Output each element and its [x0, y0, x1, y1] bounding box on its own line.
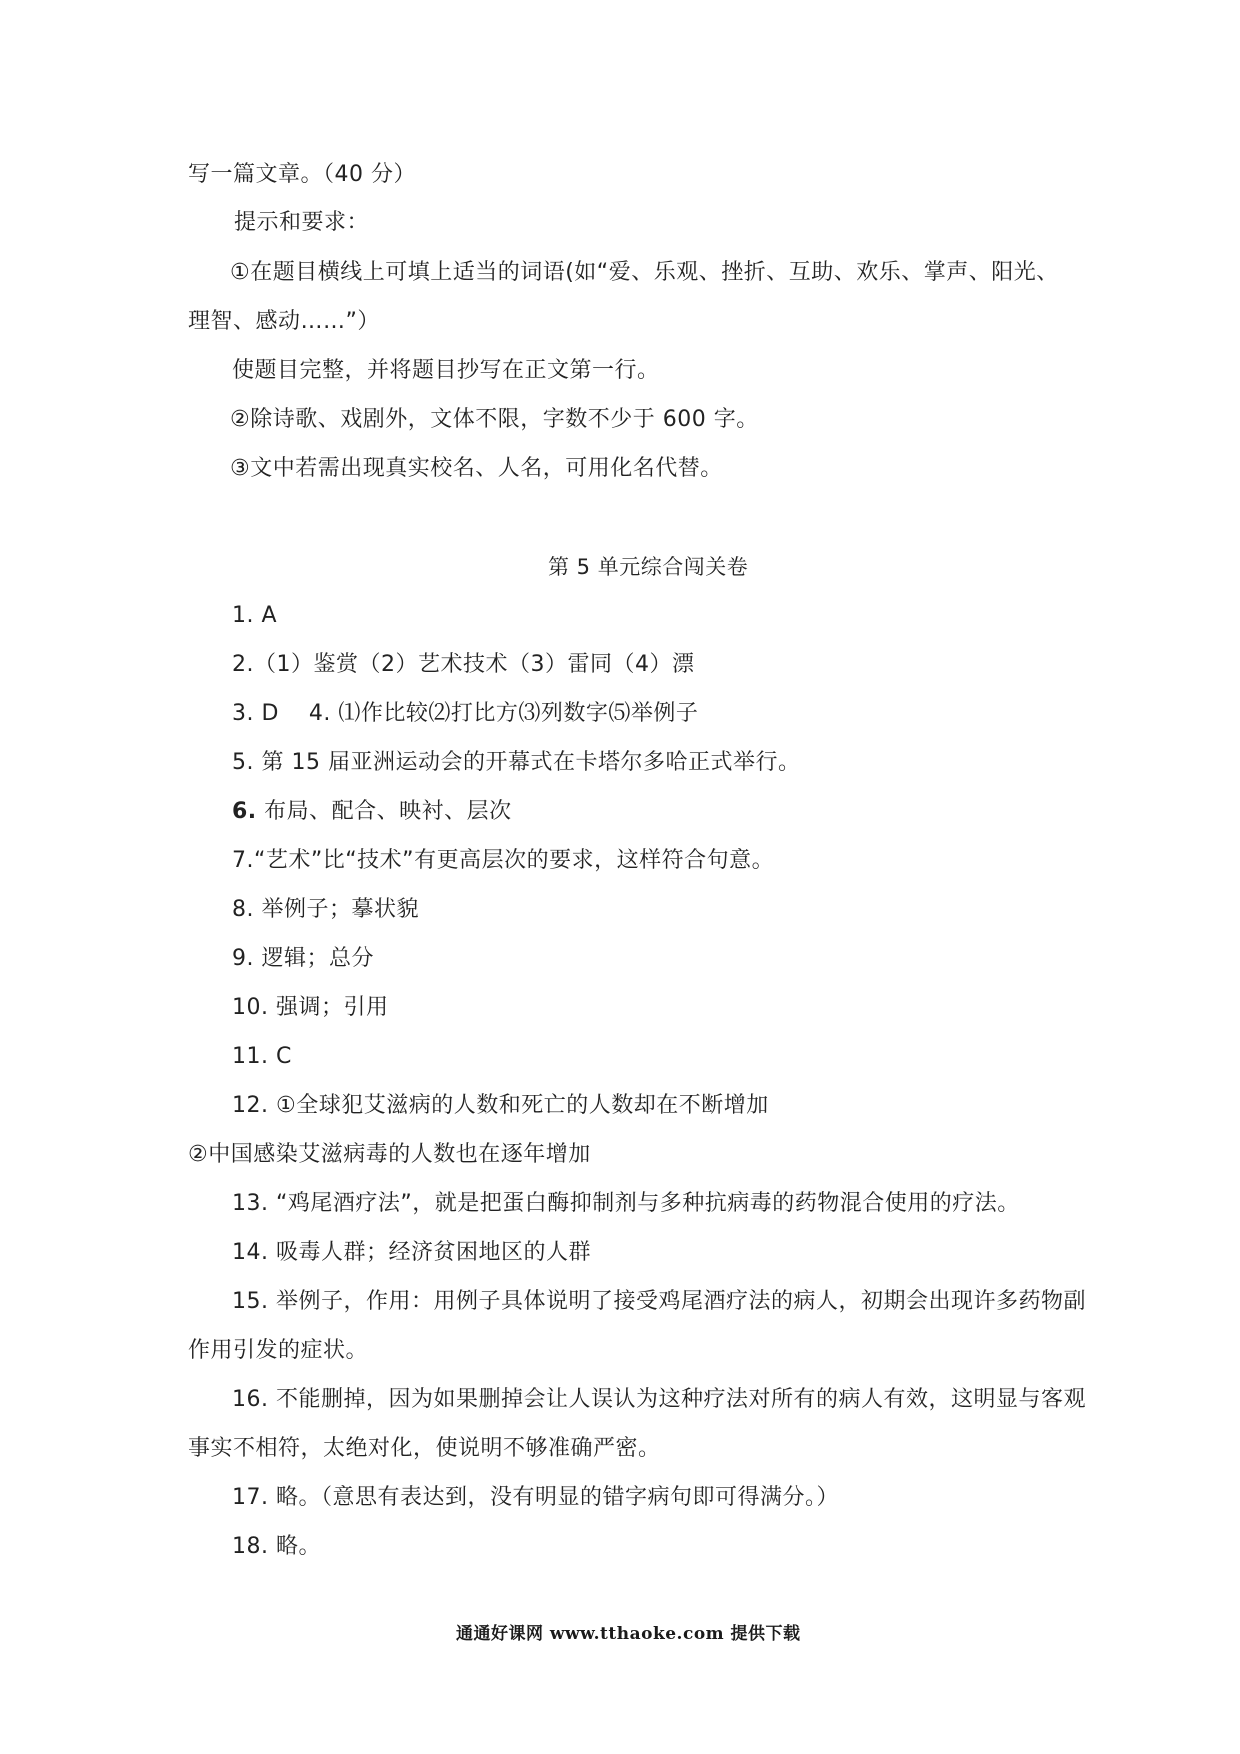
answer-18: 18. 略。 — [232, 1534, 321, 1559]
answer-12: 12. ①全球犯艾滋病的人数和死亡的人数却在不断增加 — [232, 1093, 769, 1118]
answer-9: 9. 逻辑；总分 — [232, 946, 374, 971]
requirement-1-note: 使题目完整，并将题目抄写在正文第一行。 — [232, 358, 660, 383]
answer-17: 17. 略。（意思有表达到，没有明显的错字病句即可得满分。） — [232, 1485, 839, 1510]
hint-title: 提示和要求： — [234, 210, 370, 235]
answer-6-text: 布局、配合、映衬、层次 — [256, 799, 512, 824]
answer-6 — [232, 797, 512, 827]
answer-7: 7.“艺术”比“技术”有更高层次的要求，这样符合句意。 — [232, 848, 775, 873]
answer-15-cont: 作用引发的症状。 — [188, 1338, 369, 1363]
requirement-2: ②除诗歌、戏剧外，文体不限，字数不少于 600 字。 — [230, 407, 759, 432]
answer-14: 14. 吸毒人群；经济贫困地区的人群 — [232, 1240, 591, 1265]
requirement-3: ③文中若需出现真实校名、人名，可用化名代替。 — [230, 456, 723, 481]
requirement-1-cont: 理智、感动……”） — [188, 309, 380, 334]
answer-5: 5. 第 15 届亚洲运动会的开幕式在卡塔尔多哈正式举行。 — [232, 750, 801, 775]
prompt-line: 写一篇文章。（40 分） — [188, 162, 416, 187]
answer-15: 15. 举例子，作用：用例子具体说明了接受鸡尾酒疗法的病人，初期会出现许多药物副 — [232, 1289, 1086, 1314]
answer-16-cont: 事实不相符，太绝对化，使说明不够准确严密。 — [188, 1436, 661, 1461]
answer-8: 8. 举例子；摹状貌 — [232, 897, 419, 922]
answer-12-cont: ②中国感染艾滋病毒的人数也在逐年增加 — [188, 1142, 591, 1167]
answer-11: 11. C — [232, 1044, 292, 1069]
answer-6-number: 6. — [232, 799, 257, 824]
section-title: 第 5 单元综合闯关卷 — [548, 555, 749, 579]
answer-10: 10. 强调；引用 — [232, 995, 389, 1020]
answer-13: 13. “鸡尾酒疗法”，就是把蛋白酶抑制剂与多种抗病毒的药物混合使用的疗法。 — [232, 1191, 1020, 1216]
answer-3-4: 3. D 4. ⑴作比较⑵打比方⑶列数字⑸举例子 — [232, 701, 699, 726]
requirement-1: ①在题目横线上可填上适当的词语(如“爱、乐观、挫折、互助、欢乐、掌声、阳光、 — [230, 260, 1059, 285]
answer-2: 2.（1）鉴赏（2）艺术技术（3）雷同（4）漂 — [232, 652, 695, 677]
footer-credit: 通通好课网 www.tthaoke.com 提供下载 — [456, 1624, 801, 1644]
answer-1: 1. A — [232, 603, 278, 628]
answer-16: 16. 不能删掉，因为如果删掉会让人误认为这种疗法对所有的病人有效，这明显与客观 — [232, 1387, 1086, 1412]
